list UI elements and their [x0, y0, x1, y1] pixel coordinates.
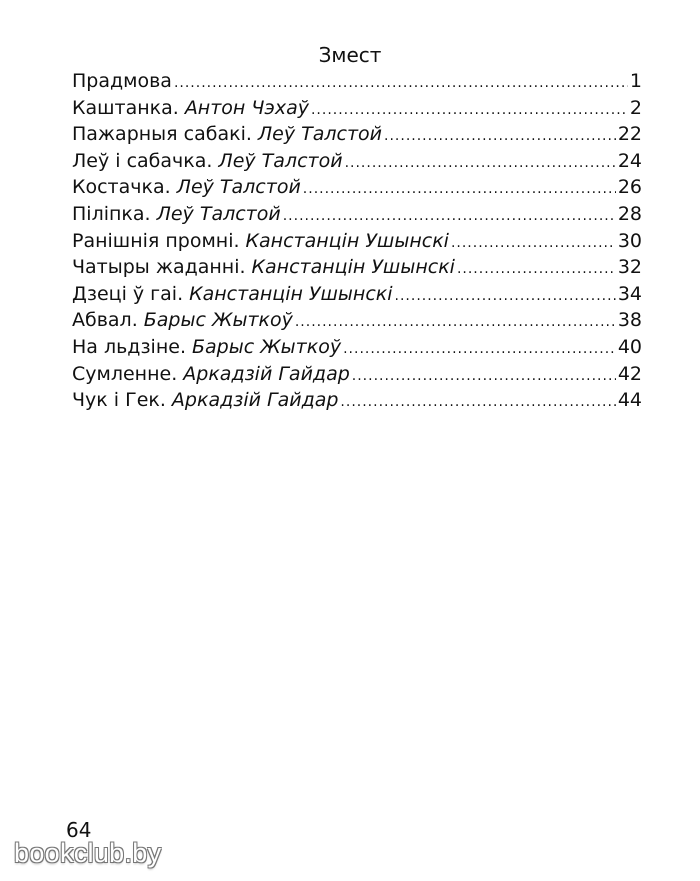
toc-entry-title: Костачка. — [72, 176, 171, 199]
toc-entry — [72, 281, 642, 308]
toc-entry-page: 1 — [629, 70, 642, 92]
toc-entry-author: Канстанцін Ушынскі — [189, 282, 393, 305]
toc-entry-author: Леў Талстой — [156, 202, 281, 225]
toc-entry-title: Піліпка. — [72, 202, 151, 225]
toc-entry-page: 30 — [617, 229, 642, 252]
toc-entry-title: Чук і Гек. — [72, 389, 166, 412]
toc-entry-page: 32 — [617, 256, 642, 279]
table-of-contents — [72, 68, 642, 414]
toc-dot-leader — [311, 97, 628, 124]
toc-dot-leader — [352, 363, 616, 390]
toc-entry-page: 34 — [617, 282, 642, 305]
toc-dot-leader — [283, 203, 616, 230]
toc-entry — [72, 121, 642, 148]
toc-dot-leader — [295, 309, 616, 336]
toc-entry-page: 38 — [617, 309, 642, 332]
page-title: Змест — [318, 43, 382, 67]
toc-entry — [72, 254, 642, 281]
toc-entry-title: На льдзіне. — [72, 335, 186, 358]
toc-entry-page: 26 — [617, 176, 642, 199]
toc-dot-leader — [174, 70, 628, 97]
toc-entry-title: Чатыры жаданні. — [72, 256, 246, 279]
toc-entry — [72, 95, 642, 122]
toc-entry-title: Дзеці ў гаі. — [72, 282, 184, 305]
toc-entry-author: Леў Талстой — [257, 123, 383, 146]
toc-entry — [72, 228, 642, 255]
toc-entry-author: Канстанцін Ушынскі — [251, 256, 455, 279]
toc-entry-title: Ранішнія промні. — [72, 229, 240, 252]
toc-entry-title: Прадмова — [72, 70, 172, 92]
toc-entry-page: 40 — [617, 335, 642, 358]
toc-dot-leader — [451, 230, 616, 257]
toc-entry — [72, 148, 642, 175]
toc-entry-title: Абвал. — [72, 309, 138, 332]
toc-entry — [72, 201, 642, 228]
toc-dot-leader — [343, 336, 616, 363]
toc-entry — [72, 361, 642, 388]
toc-entry-author: Аркадзій Гайдар — [183, 362, 350, 385]
toc-entry — [72, 307, 642, 334]
toc-entry-page: 22 — [617, 123, 642, 146]
toc-entry-author: Леў Талстой — [218, 149, 343, 172]
toc-entry-title: Сумленне. — [72, 362, 178, 385]
toc-dot-leader — [303, 176, 616, 203]
toc-dot-leader — [345, 150, 616, 177]
toc-entry-page: 44 — [617, 389, 642, 412]
toc-entry-author: Леў Талстой — [176, 176, 301, 199]
page-number: 64 — [66, 818, 92, 842]
toc-entry — [72, 387, 642, 414]
toc-entry — [72, 68, 642, 95]
toc-entry — [72, 334, 642, 361]
toc-entry-author: Канстанцін Ушынскі — [245, 229, 449, 252]
toc-dot-leader — [340, 389, 615, 416]
site-watermark: bookclub.by — [14, 838, 162, 868]
toc-dot-leader — [384, 123, 616, 150]
toc-entry-title: Пажарныя сабакі. — [72, 123, 252, 146]
toc-dot-leader — [457, 256, 616, 283]
toc-entry-author: Барыс Жыткоў — [191, 335, 342, 358]
toc-dot-leader — [395, 283, 616, 310]
toc-entry-author: Аркадзій Гайдар — [171, 389, 339, 412]
toc-entry-author: Антон Чэхаў — [184, 96, 309, 119]
toc-entry-title: Каштанка. — [72, 96, 179, 119]
toc-entry-page: 2 — [629, 96, 642, 119]
toc-entry — [72, 174, 642, 201]
toc-entry-title: Леў і сабачка. — [72, 149, 213, 172]
toc-entry-page: 42 — [617, 362, 642, 385]
toc-entry-page: 24 — [617, 149, 642, 172]
toc-entry-author: Барыс Жыткоў — [143, 309, 293, 332]
toc-entry-page: 28 — [617, 202, 642, 225]
